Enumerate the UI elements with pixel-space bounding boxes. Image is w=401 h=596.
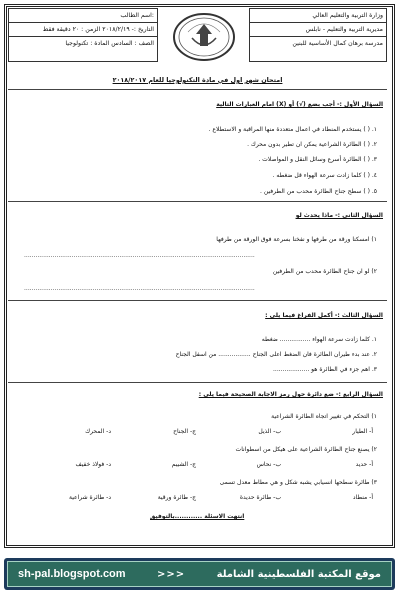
date-time-line: التاريخ :- ٢٠١٨/٢/١٩ الزمن : ٢٠ دقيقة فقط (9, 23, 157, 37)
arrows-icon: >>> (157, 568, 186, 580)
q4-stem: ٢) يصنع جناح الطائرة الشراعية على هيكل من اسطوانات (235, 446, 377, 453)
q3-item: ١. كلما زادت سرعة الهواء ................ ضغطه (261, 336, 377, 343)
q4-stem: ١) التحكم في تغيير اتجاه الطائرة الشراعية (271, 413, 377, 420)
grade-subject-line: الصف : السادس المادة : تكنولوجيا (65, 40, 154, 47)
divider (8, 201, 387, 202)
header (8, 8, 387, 62)
q4-option: أ- حديد (355, 461, 373, 468)
q4-option: أ- الطيار (352, 428, 373, 435)
q1-item: ٥. ( ) سطح جناح الطائرة محدب من الطرفين . (260, 188, 377, 195)
q4-option: ج- طائرة ورقية (157, 494, 196, 501)
q4-option: ج- الجناح (173, 428, 196, 435)
q4-option: ج- الشيبم (171, 461, 196, 468)
q3-heading: السؤال الثالث :- أكمل الفراغ فيما يلي : (265, 312, 383, 319)
q1-item: ٣. ( ) الطائرة أسرع وسائل النقل و المواصلات . (258, 156, 377, 163)
q4-option: ب- طائرة حديدة (239, 494, 281, 501)
q1-heading: السؤال الأول :- أجب بضع (√) أو (X) امام العبارات التالية (216, 101, 383, 108)
q2-item: ١) امسكنا ورقة من طرفها و نفخنا بسرعة فوق الورقة من طرفها (216, 236, 377, 243)
q1-item: ١. ( ) يستخدم المنطاد في اعمال متعددة منها المراقبة و الاستطلاع . (208, 126, 377, 133)
end-note: انتهت الاسئلة ............بالتوفيق (150, 513, 245, 520)
q4-option: ب- نحاس (256, 461, 281, 468)
school-line: مدرسة برهان كمال الأساسية للبنين (292, 40, 383, 47)
site-url-link[interactable]: sh-pal.blogspot.com (18, 568, 126, 580)
school-info-box (249, 8, 387, 62)
site-name: موقع المكتبة الفلسطينية الشاملة (216, 568, 381, 580)
q1-item: ٤. ( ) كلما زادت سرعة الهواء قل ضغطه . (272, 172, 377, 179)
q3-item: ٣. اهم جزء في الطائرة هو ................... (273, 366, 377, 373)
q2-item: ٢) لو ان جناح الطائرة محدب من الطرفين (272, 268, 377, 275)
q3-item: ٢. عند بدء طيران الطائرة فان الضغط اعلى الجناح ................. من اسفل الجناح (175, 351, 377, 358)
q4-option: د- طائرة شراعية (69, 494, 111, 501)
q4-stem: ٣) طائرة سطحها انسيابي يشبه شكل و هي مطاط معدل تسمى (219, 479, 377, 486)
q4-option: د- المحرك (85, 428, 111, 435)
student-info-box (8, 8, 158, 62)
q4-option: د- فولاذ خفيف (75, 461, 111, 468)
student-name-field: اسم الطالب: (9, 9, 157, 23)
site-banner-inner (7, 561, 392, 587)
q2-heading: السؤال الثاني :- ماذا يحدث لو (295, 212, 383, 219)
site-banner[interactable] (4, 558, 395, 590)
answer-line: ......................................................................................................................... (24, 252, 255, 259)
q1-item: ٢. ( ) الطائرة الشراعية يمكن ان تطير بدون محرك . (247, 141, 377, 148)
ministry-line: وزارة التربية والتعليم العالي (250, 9, 386, 23)
palestine-seal-icon (168, 12, 240, 62)
q4-heading: السؤال الرابع :- ضع دائرة حول رمز الاجابة الصحيحة فيما يلي : (198, 391, 383, 398)
q4-option: أ- منطاد (352, 494, 373, 501)
answer-line: ......................................................................................................................... (24, 285, 255, 292)
directorate-line: مديرية التربية والتعليم - نابلس (250, 23, 386, 37)
divider (8, 300, 387, 301)
exam-title: امتحان شهر اول في مادة التكنولوجيا للعام ٢٠١٨/٢٠١٧ (112, 76, 283, 84)
q4-option: ب- الذيل (258, 428, 281, 435)
divider (8, 89, 387, 90)
divider (8, 382, 387, 383)
